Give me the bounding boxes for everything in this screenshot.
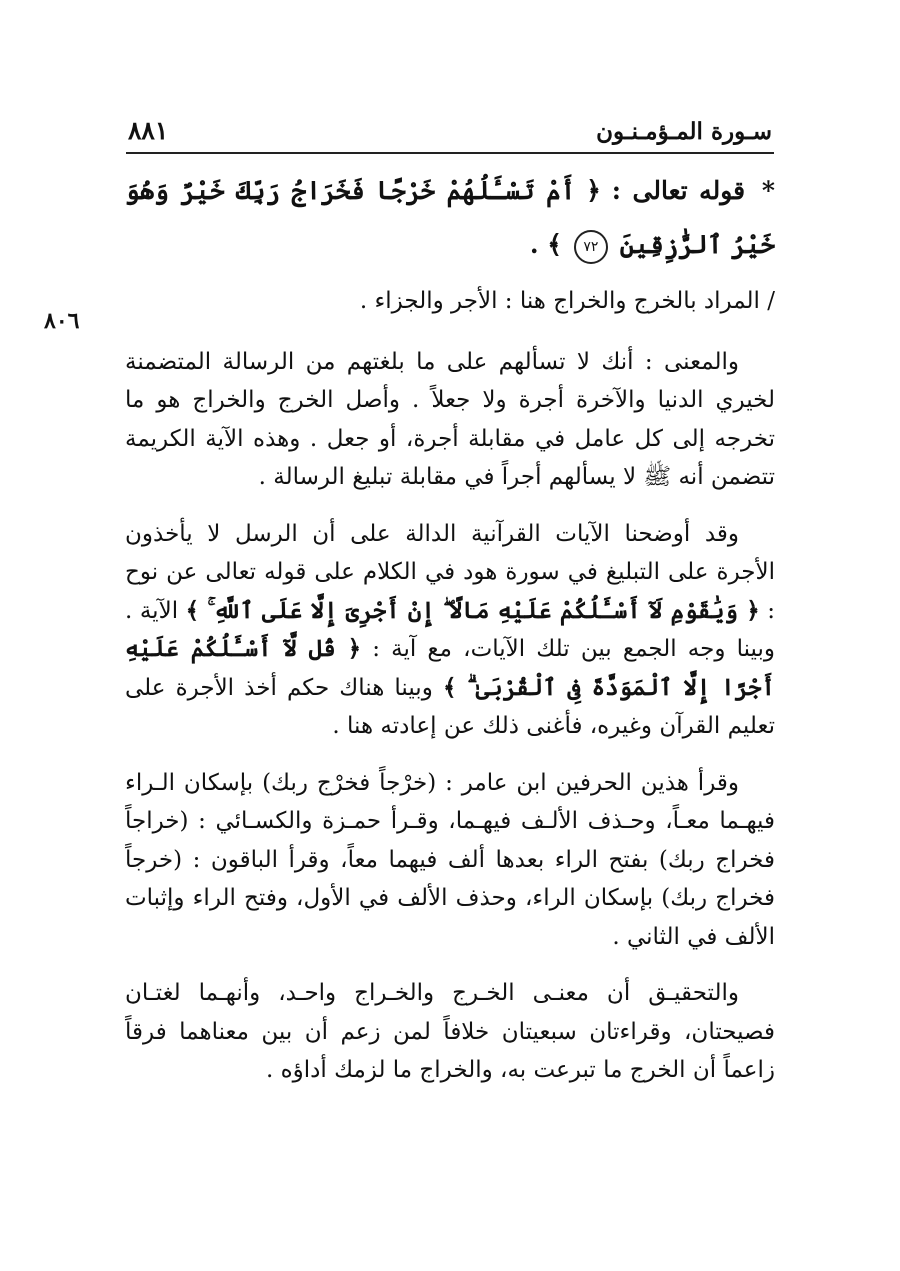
verse-label: قوله تعالى : [611,176,746,205]
paragraph-explanation-part3: وبينا هناك حكم أخذ الأجرة على تعليم القرآن وغيره، فأغنى ذلك عن إعادته هنا . [125,674,775,739]
quran-quote-shura: ﴿ قُل لَّآ أَسْـَٔلُكُمْ عَلَيْهِ أَجْرًا إِلَّا ٱلْمَوَدَّةَ فِى ٱلْقُرْبَىٰ ۗ ﴾ [125,635,775,701]
quran-quote-hud: ﴿ وَيَٰقَوْمِ لَآ أَسْـَٔلُكُمْ عَلَيْهِ مَالًا ۖ إِنْ أَجْرِىَ إِلَّا عَلَى ٱللَّهِ ۚ ﴾ [185,596,760,624]
ayah-number-marker: ٧٢ [574,230,608,264]
paragraph-conclusion: والتحقيـق أن معنـى الخـرج والخـراج واحـد، وأنهـما لغتـان فصيحتان، وقراءتان سبعيتان خلافاً لمن زعم أن بين معناهما فرقاً زاعماً أن الخرج ما تبرعت به، والخراج ما لزمك أداؤه . [125,980,775,1083]
paragraph-meaning: والمعنى : أنك لا تسألهم على ما بلغتهم من الرسالة المتضمنة لخيري الدنيا والآخرة أجرة ولا جعلاً . وأصل الخرج والخراج هو ما تخرجه إلى كل عامل في مقابلة أجرة، أو جعل . وهذه الآية الكريمة تتضمن أنه ﷺ لا يسألهم أجراً في مقابلة تبليغ الرسالة . [125,348,775,490]
quran-verse-text: أَمْ تَسْـَٔلُهُمْ خَرْجًا فَخَرَاجُ رَبِّكَ خَيْرٌ وَهُوَ خَيْرُ ٱلرَّٰزِقِينَ [125,176,775,259]
verse-heading [125,164,775,272]
asterisk-marker: * [761,176,775,205]
intro-line: / المراد بالخرج والخراج هنا : الأجر والجزاء . [359,288,775,314]
page-body [125,164,775,1108]
paragraph-readings: وقرأ هذين الحرفين ابن عامر : (خرْجاً فخرْج ربك) بإسكان الـراء فيهـما معـاً، وحـذف الألـف فيهـما، وقـرأ حمـزة والكسـائي : (خراجاً فخراج ربك) بفتح الراء بعدها ألف فيهما معاً، وقرأ الباقون : (خرجاً فخراج ربك) بإسكان الراء، وحذف الألف في الأول، وفتح الراء وإثبات الألف في الثاني . [125,769,775,950]
verse-close-bracket: ﴾ . [529,230,562,259]
page-header [128,110,772,154]
surah-name: سـورة المـؤمـنـون [596,118,772,145]
margin-page-reference: ٨٠٦ [44,308,80,334]
header-divider [126,152,774,154]
paragraph-explanation-part1: وقد أوضحنا الآيات القرآنية الدالة على أن الرسل لا يأخذون الأجرة على التبليغ في سورة هود في الكلام على قوله تعالى عن نوح : [125,520,775,624]
paragraph-explanation-part2: الآية . وبينا وجه الجمع بين تلك الآيات، مع آية : [125,597,776,662]
page-number: ٨٨١ [128,116,169,145]
verse-open-bracket: ﴿ [586,176,601,205]
paragraph-explanation [125,515,775,746]
